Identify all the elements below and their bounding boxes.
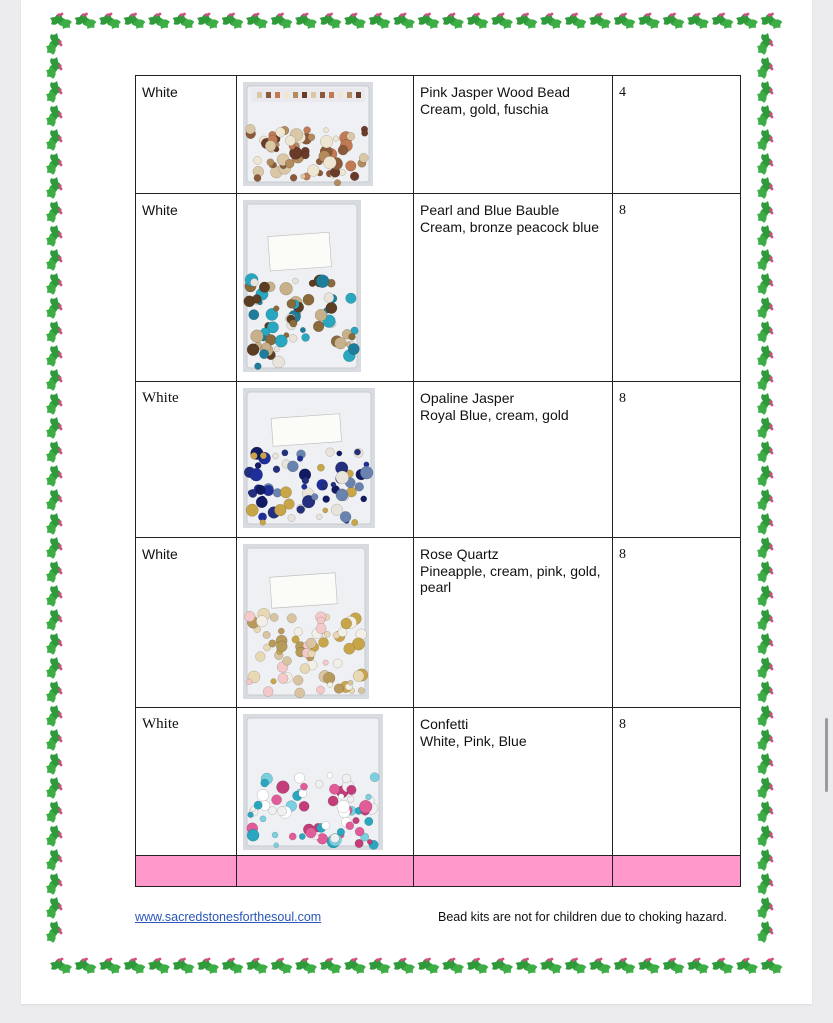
holly-icon	[491, 958, 513, 974]
holly-icon	[757, 609, 773, 631]
holly-icon	[46, 225, 62, 247]
holly-icon	[757, 273, 773, 295]
holly-icon	[369, 958, 391, 974]
cell-cord-color	[136, 708, 237, 856]
holly-icon	[393, 13, 415, 29]
holly-icon	[46, 249, 62, 271]
holly-icon	[757, 33, 773, 55]
cell-quantity	[613, 76, 741, 194]
quantity-text: 8	[619, 391, 626, 406]
holly-icon	[46, 753, 62, 775]
holly-icon	[467, 13, 489, 29]
holly-icon	[246, 958, 268, 974]
holly-icon	[46, 561, 62, 583]
holly-icon	[757, 753, 773, 775]
holly-icon	[46, 777, 62, 799]
holly-icon	[173, 13, 195, 29]
holly-icon	[757, 537, 773, 559]
holly-icon	[124, 958, 146, 974]
holly-icon	[46, 273, 62, 295]
holly-icon	[736, 13, 758, 29]
cord-color-text: White	[142, 390, 179, 406]
holly-icon	[757, 345, 773, 367]
holly-icon	[246, 13, 268, 29]
holly-icon	[712, 13, 734, 29]
holly-icon	[687, 958, 709, 974]
holly-icon	[757, 681, 773, 703]
cell-quantity	[613, 194, 741, 382]
holly-icon	[46, 129, 62, 151]
kit-colors: White, Pink, Blue	[420, 732, 527, 749]
holly-icon	[757, 585, 773, 607]
holly-icon	[467, 958, 489, 974]
table-row	[136, 708, 741, 856]
bead-bag-photo	[243, 200, 361, 372]
holly-icon	[757, 177, 773, 199]
kit-name: Pearl and Blue Bauble	[420, 202, 560, 218]
holly-icon	[46, 57, 62, 79]
holly-icon	[46, 897, 62, 919]
holly-icon	[50, 958, 72, 974]
holly-icon	[46, 921, 62, 943]
holly-icon	[99, 13, 121, 29]
holly-icon	[46, 297, 62, 319]
holly-icon	[46, 705, 62, 727]
holly-icon	[638, 958, 660, 974]
holly-icon	[757, 57, 773, 79]
bead-bag-photo	[243, 544, 369, 699]
table-row	[136, 194, 741, 382]
holly-icon	[393, 958, 415, 974]
holly-icon	[46, 873, 62, 895]
holly-icon	[757, 81, 773, 103]
holly-icon	[46, 201, 62, 223]
holly-icon	[46, 513, 62, 535]
holly-icon	[712, 958, 734, 974]
holly-icon	[757, 105, 773, 127]
cord-color-text: White	[142, 202, 178, 218]
holly-icon	[344, 958, 366, 974]
holly-icon	[50, 13, 72, 29]
holly-icon	[614, 958, 636, 974]
holly-icon	[757, 729, 773, 751]
holly-icon	[442, 958, 464, 974]
holly-icon	[757, 849, 773, 871]
bead-bag-photo	[243, 82, 373, 186]
holly-icon	[565, 13, 587, 29]
cell-quantity	[613, 708, 741, 856]
kit-colors: Cream, bronze peacock blue	[420, 218, 599, 235]
holly-icon	[589, 958, 611, 974]
holly-icon	[757, 297, 773, 319]
holly-icon	[589, 13, 611, 29]
holly-icon	[75, 13, 97, 29]
holly-icon	[173, 958, 195, 974]
cord-color-text: White	[142, 84, 178, 100]
kit-colors: Royal Blue, cream, gold	[420, 406, 569, 423]
kit-colors-cont: pearl	[420, 579, 452, 595]
table-row	[136, 382, 741, 538]
holly-icon	[757, 777, 773, 799]
holly-icon	[46, 585, 62, 607]
holly-icon	[757, 801, 773, 823]
holly-icon	[124, 13, 146, 29]
holly-icon	[46, 489, 62, 511]
holly-icon	[516, 958, 538, 974]
holly-icon	[565, 958, 587, 974]
cell-description	[414, 76, 613, 194]
holly-icon	[320, 958, 342, 974]
holly-icon	[761, 958, 783, 974]
holly-icon	[46, 177, 62, 199]
cord-color-text: White	[142, 716, 179, 732]
holly-icon	[663, 958, 685, 974]
holly-icon	[46, 393, 62, 415]
holly-icon	[757, 705, 773, 727]
empty-cell	[237, 856, 414, 887]
kit-colors: Cream, gold, fuschia	[420, 100, 549, 117]
holly-icon	[757, 393, 773, 415]
holly-icon	[418, 13, 440, 29]
holly-icon	[540, 958, 562, 974]
holly-icon	[757, 201, 773, 223]
cell-photo	[237, 76, 414, 194]
holly-icon	[197, 13, 219, 29]
holly-icon	[46, 465, 62, 487]
empty-highlight-row	[136, 856, 741, 887]
holly-icon	[757, 825, 773, 847]
holly-icon	[148, 958, 170, 974]
holly-icon	[99, 958, 121, 974]
holly-icon	[46, 105, 62, 127]
cell-description	[414, 538, 613, 708]
holly-icon	[757, 921, 773, 943]
quantity-text: 8	[619, 203, 626, 218]
holly-icon	[295, 958, 317, 974]
holly-icon	[757, 657, 773, 679]
cell-cord-color	[136, 538, 237, 708]
holly-icon	[46, 153, 62, 175]
cell-description	[414, 194, 613, 382]
holly-icon	[46, 825, 62, 847]
holly-icon	[757, 153, 773, 175]
holly-icon	[46, 537, 62, 559]
cell-description	[414, 382, 613, 538]
holly-icon	[638, 13, 660, 29]
holly-icon	[663, 13, 685, 29]
holly-icon	[222, 958, 244, 974]
table-row	[136, 76, 741, 194]
cell-cord-color	[136, 76, 237, 194]
holly-icon	[736, 958, 758, 974]
cord-color-text: White	[142, 546, 178, 562]
document-page	[21, 0, 812, 1004]
holly-icon	[222, 13, 244, 29]
holly-icon	[614, 13, 636, 29]
cell-cord-color	[136, 194, 237, 382]
holly-icon	[757, 513, 773, 535]
holly-icon	[46, 321, 62, 343]
holly-icon	[271, 13, 293, 29]
scrollbar-thumb[interactable]	[825, 718, 828, 792]
cell-photo	[237, 194, 414, 382]
cell-photo	[237, 708, 414, 856]
holly-icon	[344, 13, 366, 29]
holly-icon	[418, 958, 440, 974]
cell-quantity	[613, 382, 741, 538]
holly-icon	[46, 345, 62, 367]
quantity-text: 4	[619, 85, 626, 100]
holly-icon	[757, 897, 773, 919]
cell-description	[414, 708, 613, 856]
kit-name: Confetti	[420, 716, 469, 732]
kit-colors: Pineapple, cream, pink, gold,	[420, 562, 601, 579]
holly-icon	[757, 369, 773, 391]
holly-icon	[369, 13, 391, 29]
cell-cord-color	[136, 382, 237, 538]
holly-icon	[46, 417, 62, 439]
holly-icon	[540, 13, 562, 29]
holly-icon	[491, 13, 513, 29]
holly-icon	[46, 33, 62, 55]
holly-icon	[757, 489, 773, 511]
kit-name: Rose Quartz	[420, 546, 499, 562]
bead-bag-photo	[243, 714, 383, 850]
holly-icon	[757, 321, 773, 343]
holly-icon	[757, 441, 773, 463]
holly-icon	[687, 13, 709, 29]
holly-icon	[757, 129, 773, 151]
holly-icon	[75, 958, 97, 974]
holly-icon	[757, 561, 773, 583]
holly-icon	[46, 633, 62, 655]
cell-photo	[237, 538, 414, 708]
holly-icon	[46, 609, 62, 631]
holly-icon	[46, 369, 62, 391]
table-row	[136, 538, 741, 708]
holly-icon	[197, 958, 219, 974]
quantity-text: 8	[619, 547, 626, 562]
holly-icon	[46, 849, 62, 871]
kit-name: Pink Jasper Wood Bead	[420, 84, 570, 100]
holly-icon	[757, 633, 773, 655]
empty-cell	[613, 856, 741, 887]
cell-quantity	[613, 538, 741, 708]
holly-icon	[46, 441, 62, 463]
website-link[interactable]: www.sacredstonesforthesoul.com	[135, 910, 322, 924]
holly-icon	[757, 249, 773, 271]
kit-name: Opaline Jasper	[420, 390, 515, 406]
holly-icon	[46, 81, 62, 103]
holly-icon	[442, 13, 464, 29]
cell-photo	[237, 382, 414, 538]
holly-icon	[46, 657, 62, 679]
empty-cell	[414, 856, 613, 887]
holly-icon	[757, 225, 773, 247]
holly-icon	[757, 465, 773, 487]
choking-hazard-notice: Bead kits are not for children due to choking hazard.	[438, 910, 728, 924]
holly-icon	[757, 873, 773, 895]
holly-icon	[46, 729, 62, 751]
holly-icon	[516, 13, 538, 29]
empty-cell	[136, 856, 237, 887]
holly-icon	[320, 13, 342, 29]
holly-icon	[757, 417, 773, 439]
holly-icon	[761, 13, 783, 29]
holly-icon	[46, 681, 62, 703]
holly-icon	[148, 13, 170, 29]
holly-icon	[46, 801, 62, 823]
holly-icon	[271, 958, 293, 974]
holly-icon	[295, 13, 317, 29]
quantity-text: 8	[619, 717, 626, 732]
bead-kit-table	[135, 75, 741, 887]
bead-bag-photo	[243, 388, 375, 528]
